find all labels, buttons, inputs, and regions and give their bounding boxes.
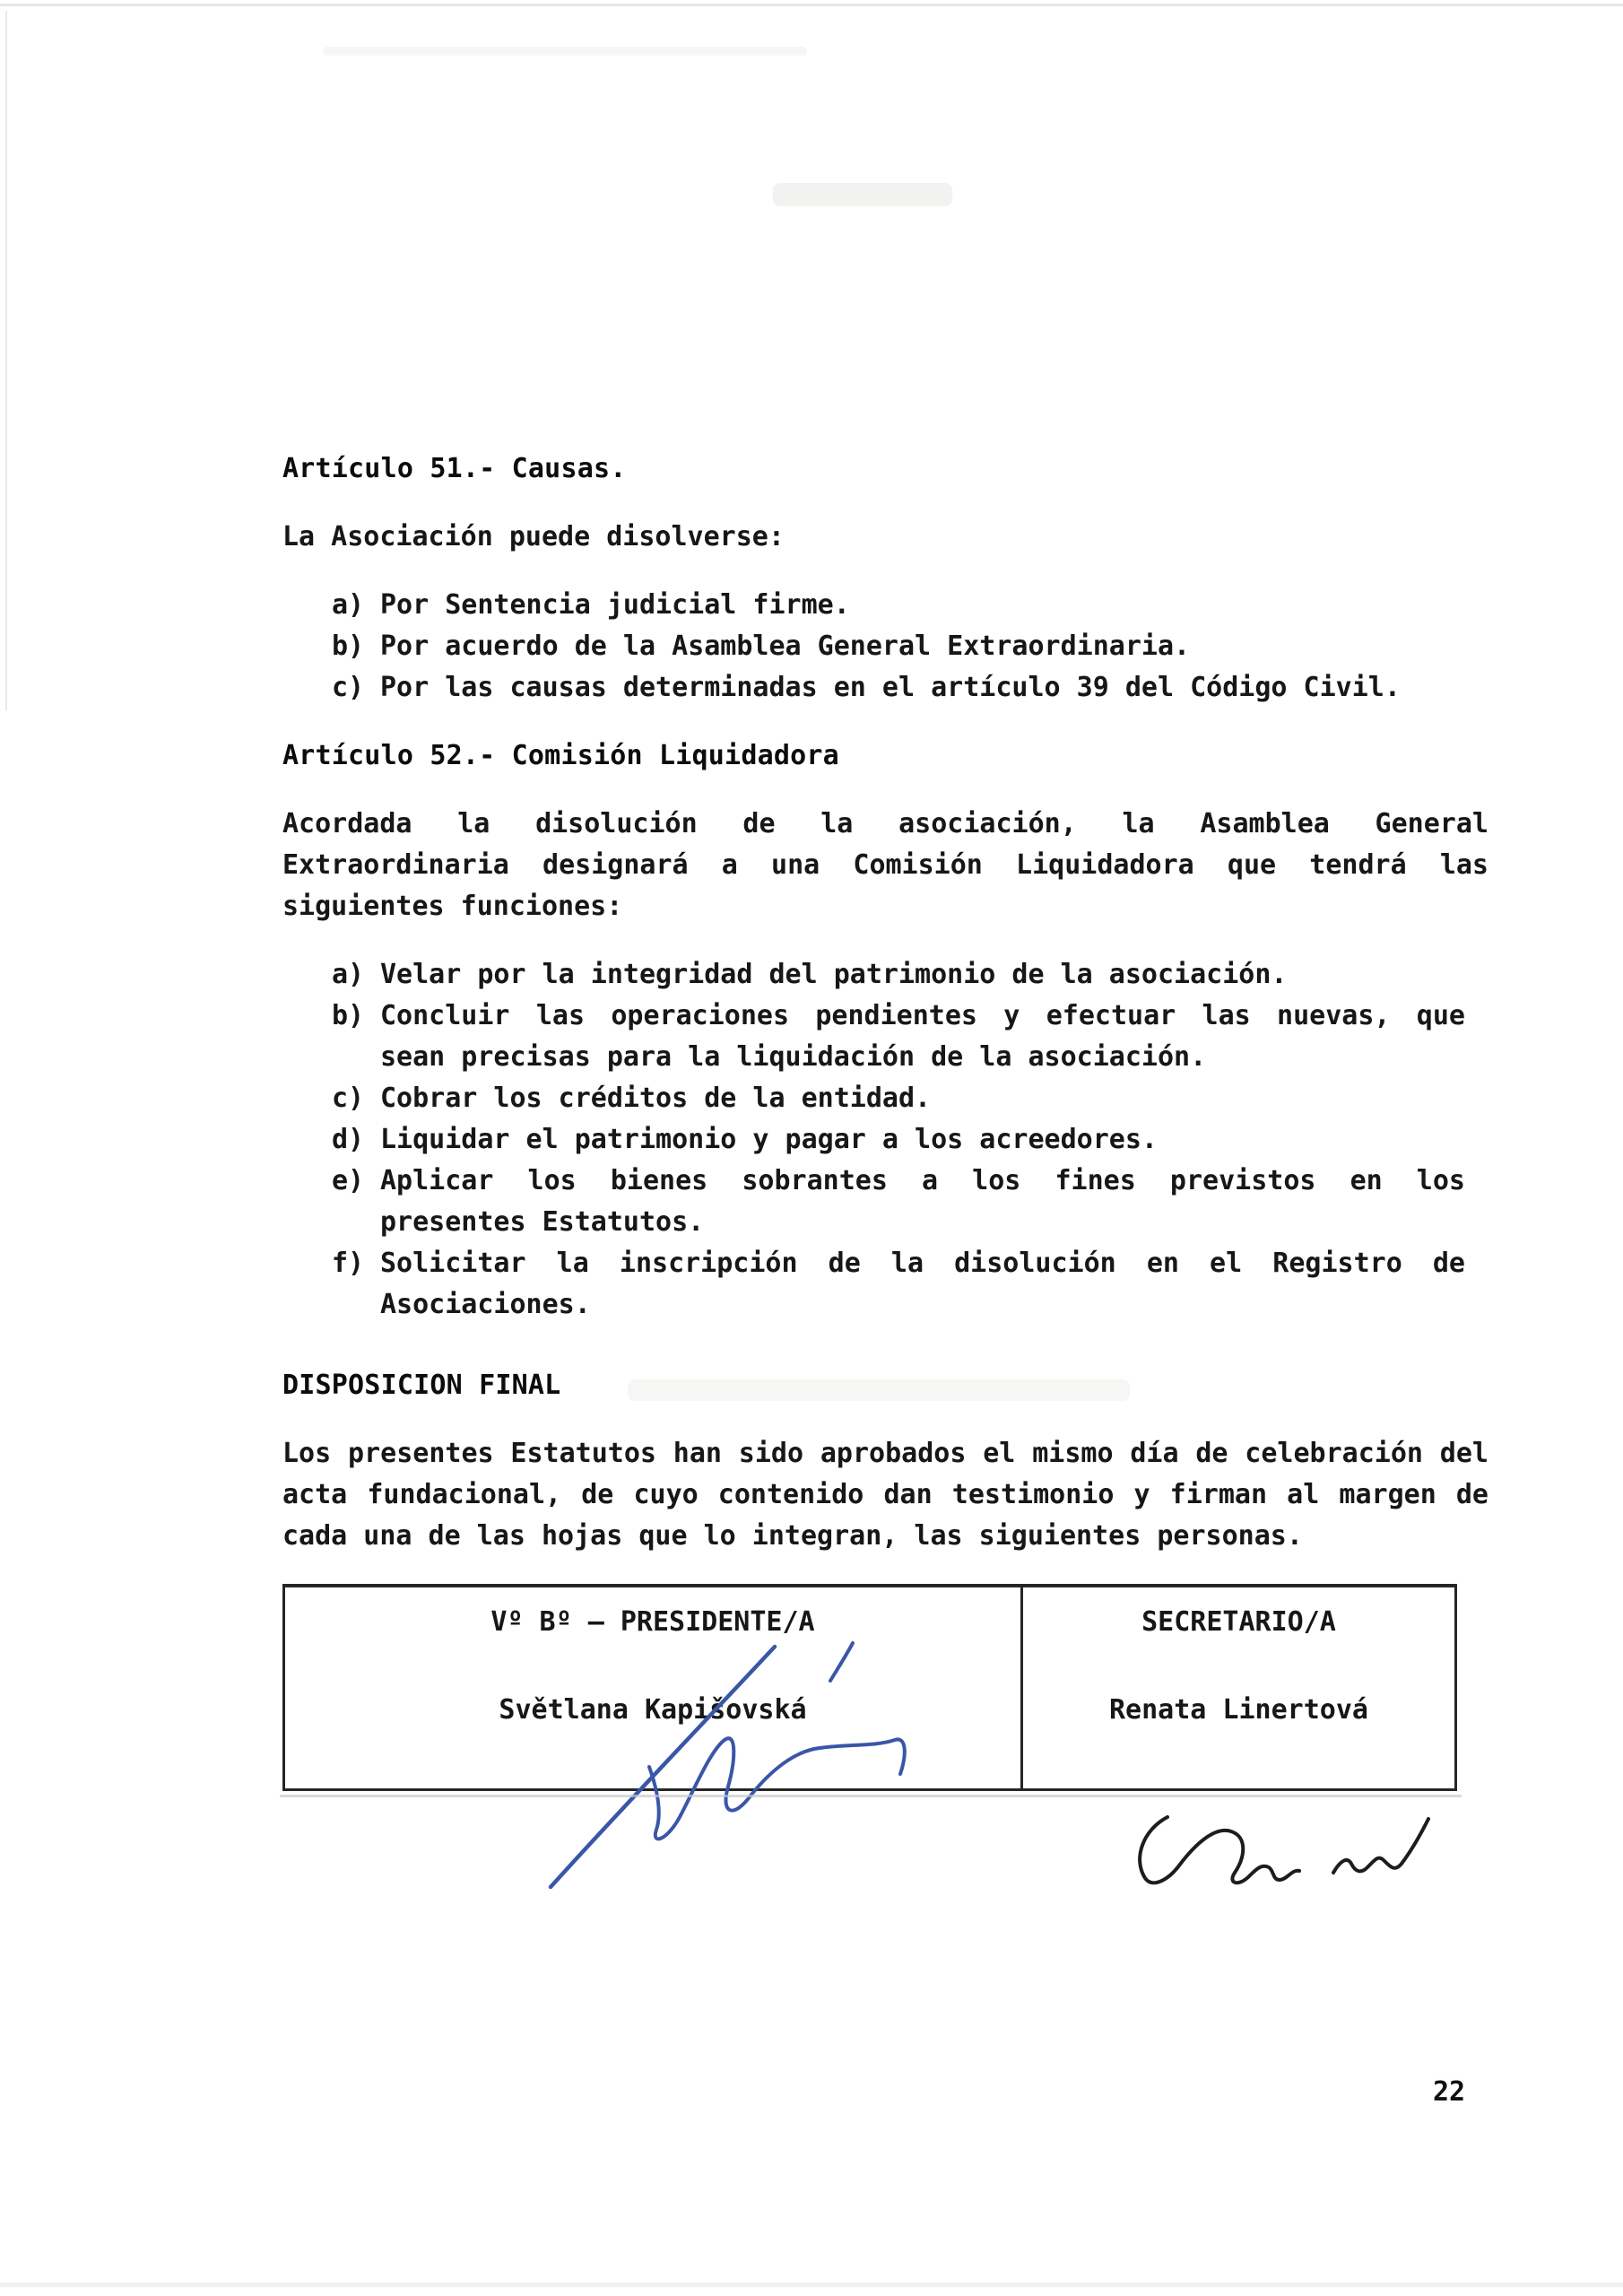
list-item bbox=[332, 1243, 1465, 1326]
final-disposition-heading: DISPOSICION FINAL bbox=[282, 1370, 561, 1401]
article-51-intro-paragraph: La Asociación puede disolverse: bbox=[282, 521, 785, 552]
list-item-text: Aplicar los bienes sobrantes a los fines previstos en los presentes Estatutos. bbox=[380, 1165, 1465, 1238]
list-item-text: Concluir las operaciones pendientes y efectuar las nuevas, que sean precisas para la liquidación de la asociación. bbox=[380, 1000, 1465, 1073]
list-item-text: Velar por la integridad del patrimonio de la asociación. bbox=[380, 959, 1288, 990]
list-marker: c) bbox=[332, 672, 365, 703]
list-marker: e) bbox=[332, 1165, 365, 1196]
list-item bbox=[332, 1119, 1465, 1161]
secretary-signature bbox=[1125, 1794, 1430, 1919]
secretary-cell-title: SECRETARIO/A bbox=[1141, 1606, 1336, 1638]
president-cell-title: Vº Bº – PRESIDENTE/A bbox=[490, 1606, 815, 1638]
list-item-text: Por Sentencia judicial firme. bbox=[380, 589, 850, 621]
list-marker: a) bbox=[332, 959, 365, 990]
list-item-text: Cobrar los créditos de la entidad. bbox=[380, 1083, 932, 1114]
list-item-text: Por las causas determinadas en el artículo 39 del Código Civil. bbox=[380, 672, 1401, 703]
page-number: 22 bbox=[1433, 2076, 1466, 2108]
list-marker: b) bbox=[332, 1000, 365, 1031]
list-item-text: Por acuerdo de la Asamblea General Extraordinaria. bbox=[380, 631, 1191, 662]
scan-edge-left bbox=[5, 11, 7, 710]
article-52-list bbox=[332, 954, 1465, 1326]
list-item bbox=[332, 1078, 1465, 1119]
secretary-signature-cell bbox=[1023, 1587, 1454, 1788]
list-item bbox=[332, 1161, 1465, 1243]
scan-edge-top bbox=[0, 4, 1623, 6]
signature-table bbox=[282, 1584, 1457, 1791]
scan-smudge bbox=[323, 47, 807, 56]
list-item bbox=[332, 585, 1465, 626]
scan-edge-bottom bbox=[0, 2283, 1623, 2287]
list-marker: f) bbox=[332, 1248, 365, 1279]
list-item bbox=[332, 954, 1465, 996]
list-marker: d) bbox=[332, 1124, 365, 1155]
list-marker: a) bbox=[332, 589, 365, 621]
president-name: Světlana Kapišovská bbox=[499, 1694, 807, 1726]
list-item bbox=[332, 626, 1465, 667]
list-item bbox=[332, 667, 1465, 709]
secretary-name: Renata Linertová bbox=[1109, 1694, 1368, 1726]
scan-smudge bbox=[773, 183, 952, 206]
article-51-list bbox=[332, 585, 1465, 709]
article-52-intro-paragraph: Acordada la disolución de la asociación, la Asamblea General Extraordinaria designará a una Comisión Liquidadora que tendrá las siguientes funciones: bbox=[282, 808, 1488, 922]
president-signature bbox=[516, 1625, 947, 1912]
list-item bbox=[332, 996, 1465, 1078]
list-marker: b) bbox=[332, 631, 365, 662]
document-body bbox=[282, 448, 1488, 1791]
president-signature-cell bbox=[285, 1587, 1023, 1788]
list-marker: c) bbox=[332, 1083, 365, 1114]
article-52-heading: Artículo 52.- Comisión Liquidadora bbox=[282, 740, 839, 771]
article-51-heading: Artículo 51.- Causas. bbox=[282, 453, 627, 484]
list-item-text: Solicitar la inscripción de la disolución en el Registro de Asociaciones. bbox=[380, 1248, 1465, 1320]
final-disposition-paragraph: Los presentes Estatutos han sido aprobados el mismo día de celebración del acta fundacional, de cuyo contenido dan testimonio y firman al margen de cada una de las hojas que lo integran, las siguientes personas. bbox=[282, 1438, 1488, 1552]
list-item-text: Liquidar el patrimonio y pagar a los acreedores. bbox=[380, 1124, 1158, 1155]
